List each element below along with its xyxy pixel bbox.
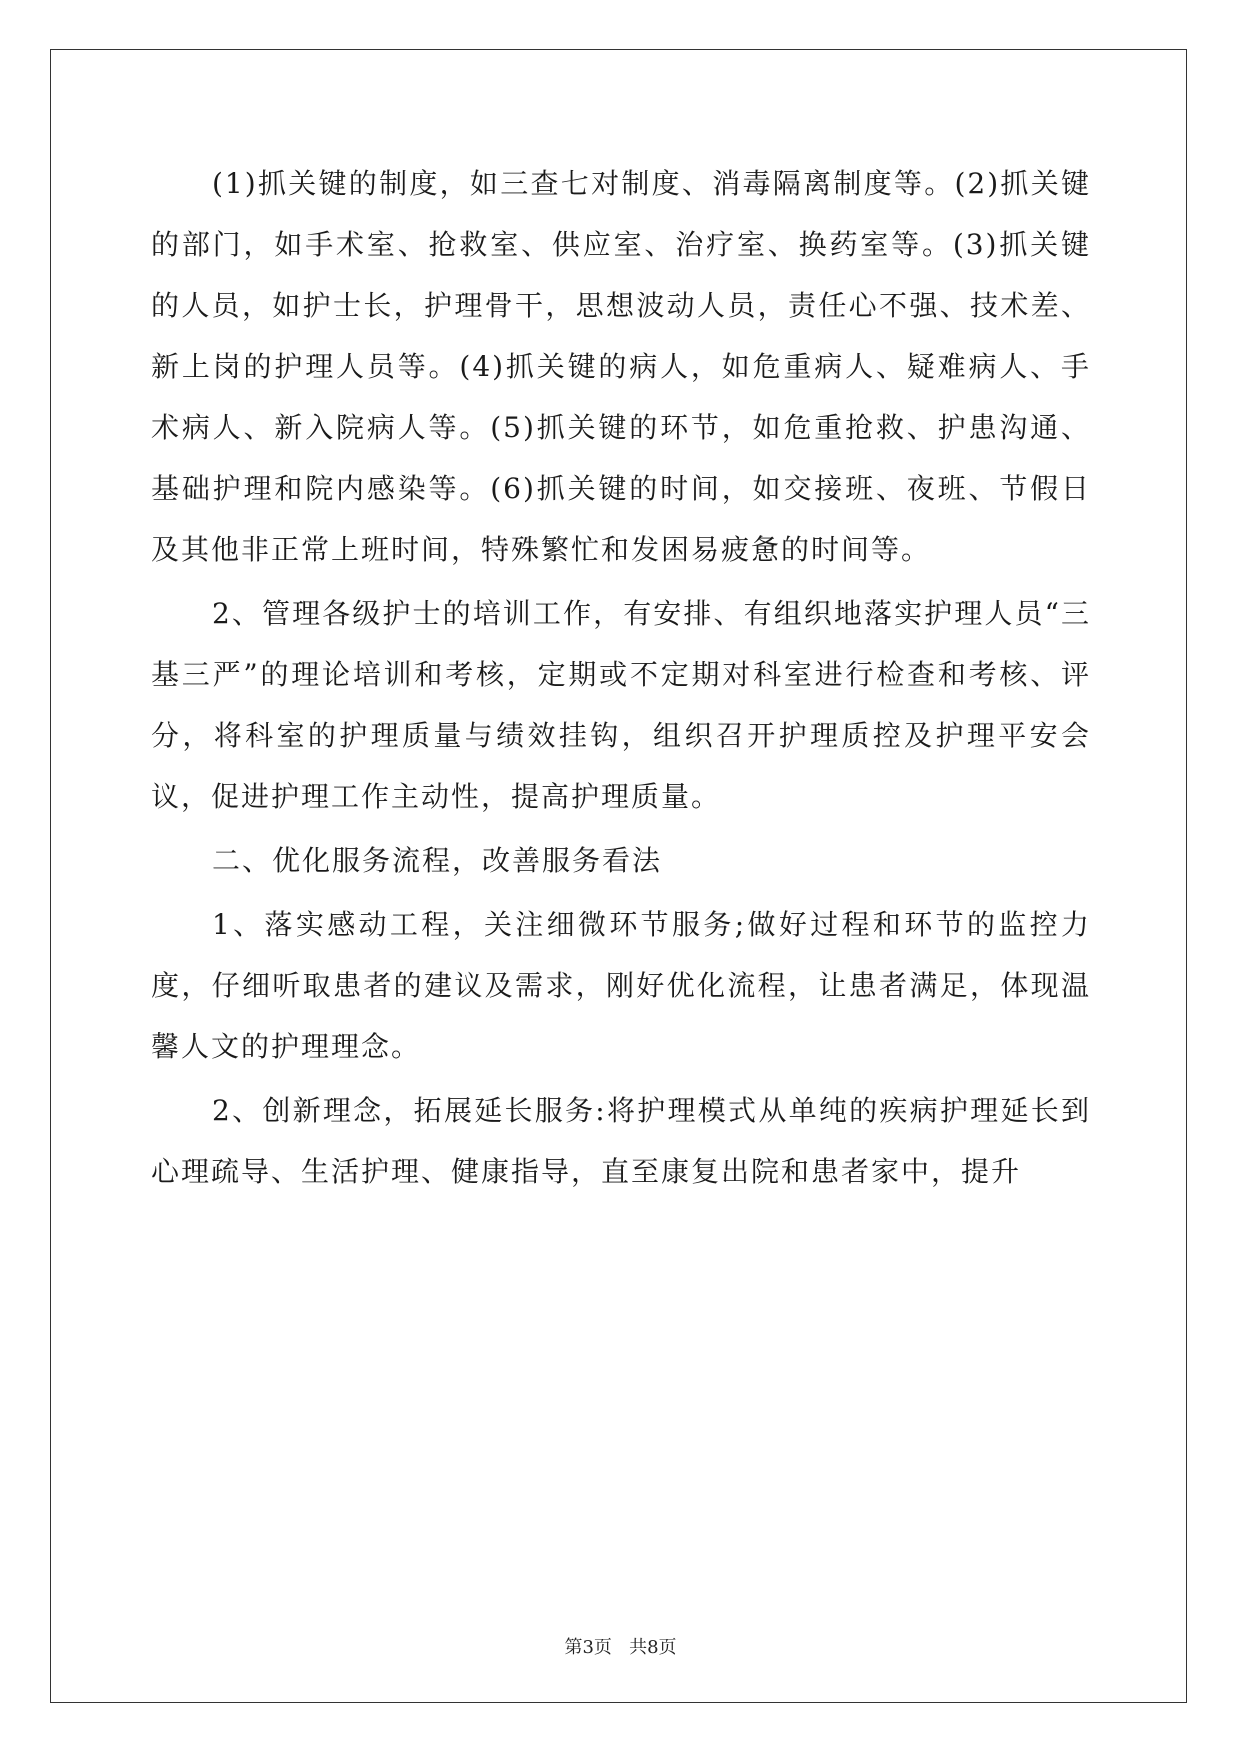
paragraph-nurse-training: 2、管理各级护士的培训工作，有安排、有组织地落实护理人员“三基三严”的理论培训和考核，定期或不定期对科室进行检查和考核、评分，将科室的护理质量与绩效挂钩，组织召开护理质控及护理平安会议，促进护理工作主动性，提高护理质量。 xyxy=(151,597,1091,813)
section-heading-service-optimization: 二、优化服务流程，改善服务看法 xyxy=(212,844,663,877)
paragraph-key-points: (1)抓关键的制度，如三查七对制度、消毒隔离制度等。(2)抓关键的部门，如手术室、抢救室、供应室、治疗室、换药室等。(3)抓关键的人员，如护士长，护理骨干，思想波动人员，责任心不强、技术差、新上岗的护理人员等。(4)抓关键的病人，如危重病人、疑难病人、手术病人、新入院病人等。(5)抓关键的环节，如危重抢救、护患沟通、基础护理和院内感染等。(6)抓关键的时间，如交接班、夜班、节假日及其他非正常上班时间，特殊繁忙和发困易疲惫的时间等。 xyxy=(151,167,1091,566)
page-number-footer: 第3页 共8页 xyxy=(564,1637,677,1658)
paragraph-touching-project: 1、落实感动工程，关注细微环节服务;做好过程和环节的监控力度，仔细听取患者的建议及需求，刚好优化流程，让患者满足，体现温馨人文的护理理念。 xyxy=(151,908,1091,1063)
document-body xyxy=(151,153,1091,1202)
paragraph-extended-service: 2、创新理念，拓展延长服务:将护理模式从单纯的疾病护理延长到心理疏导、生活护理、健康指导，直至康复出院和患者家中，提升 xyxy=(151,1094,1091,1188)
